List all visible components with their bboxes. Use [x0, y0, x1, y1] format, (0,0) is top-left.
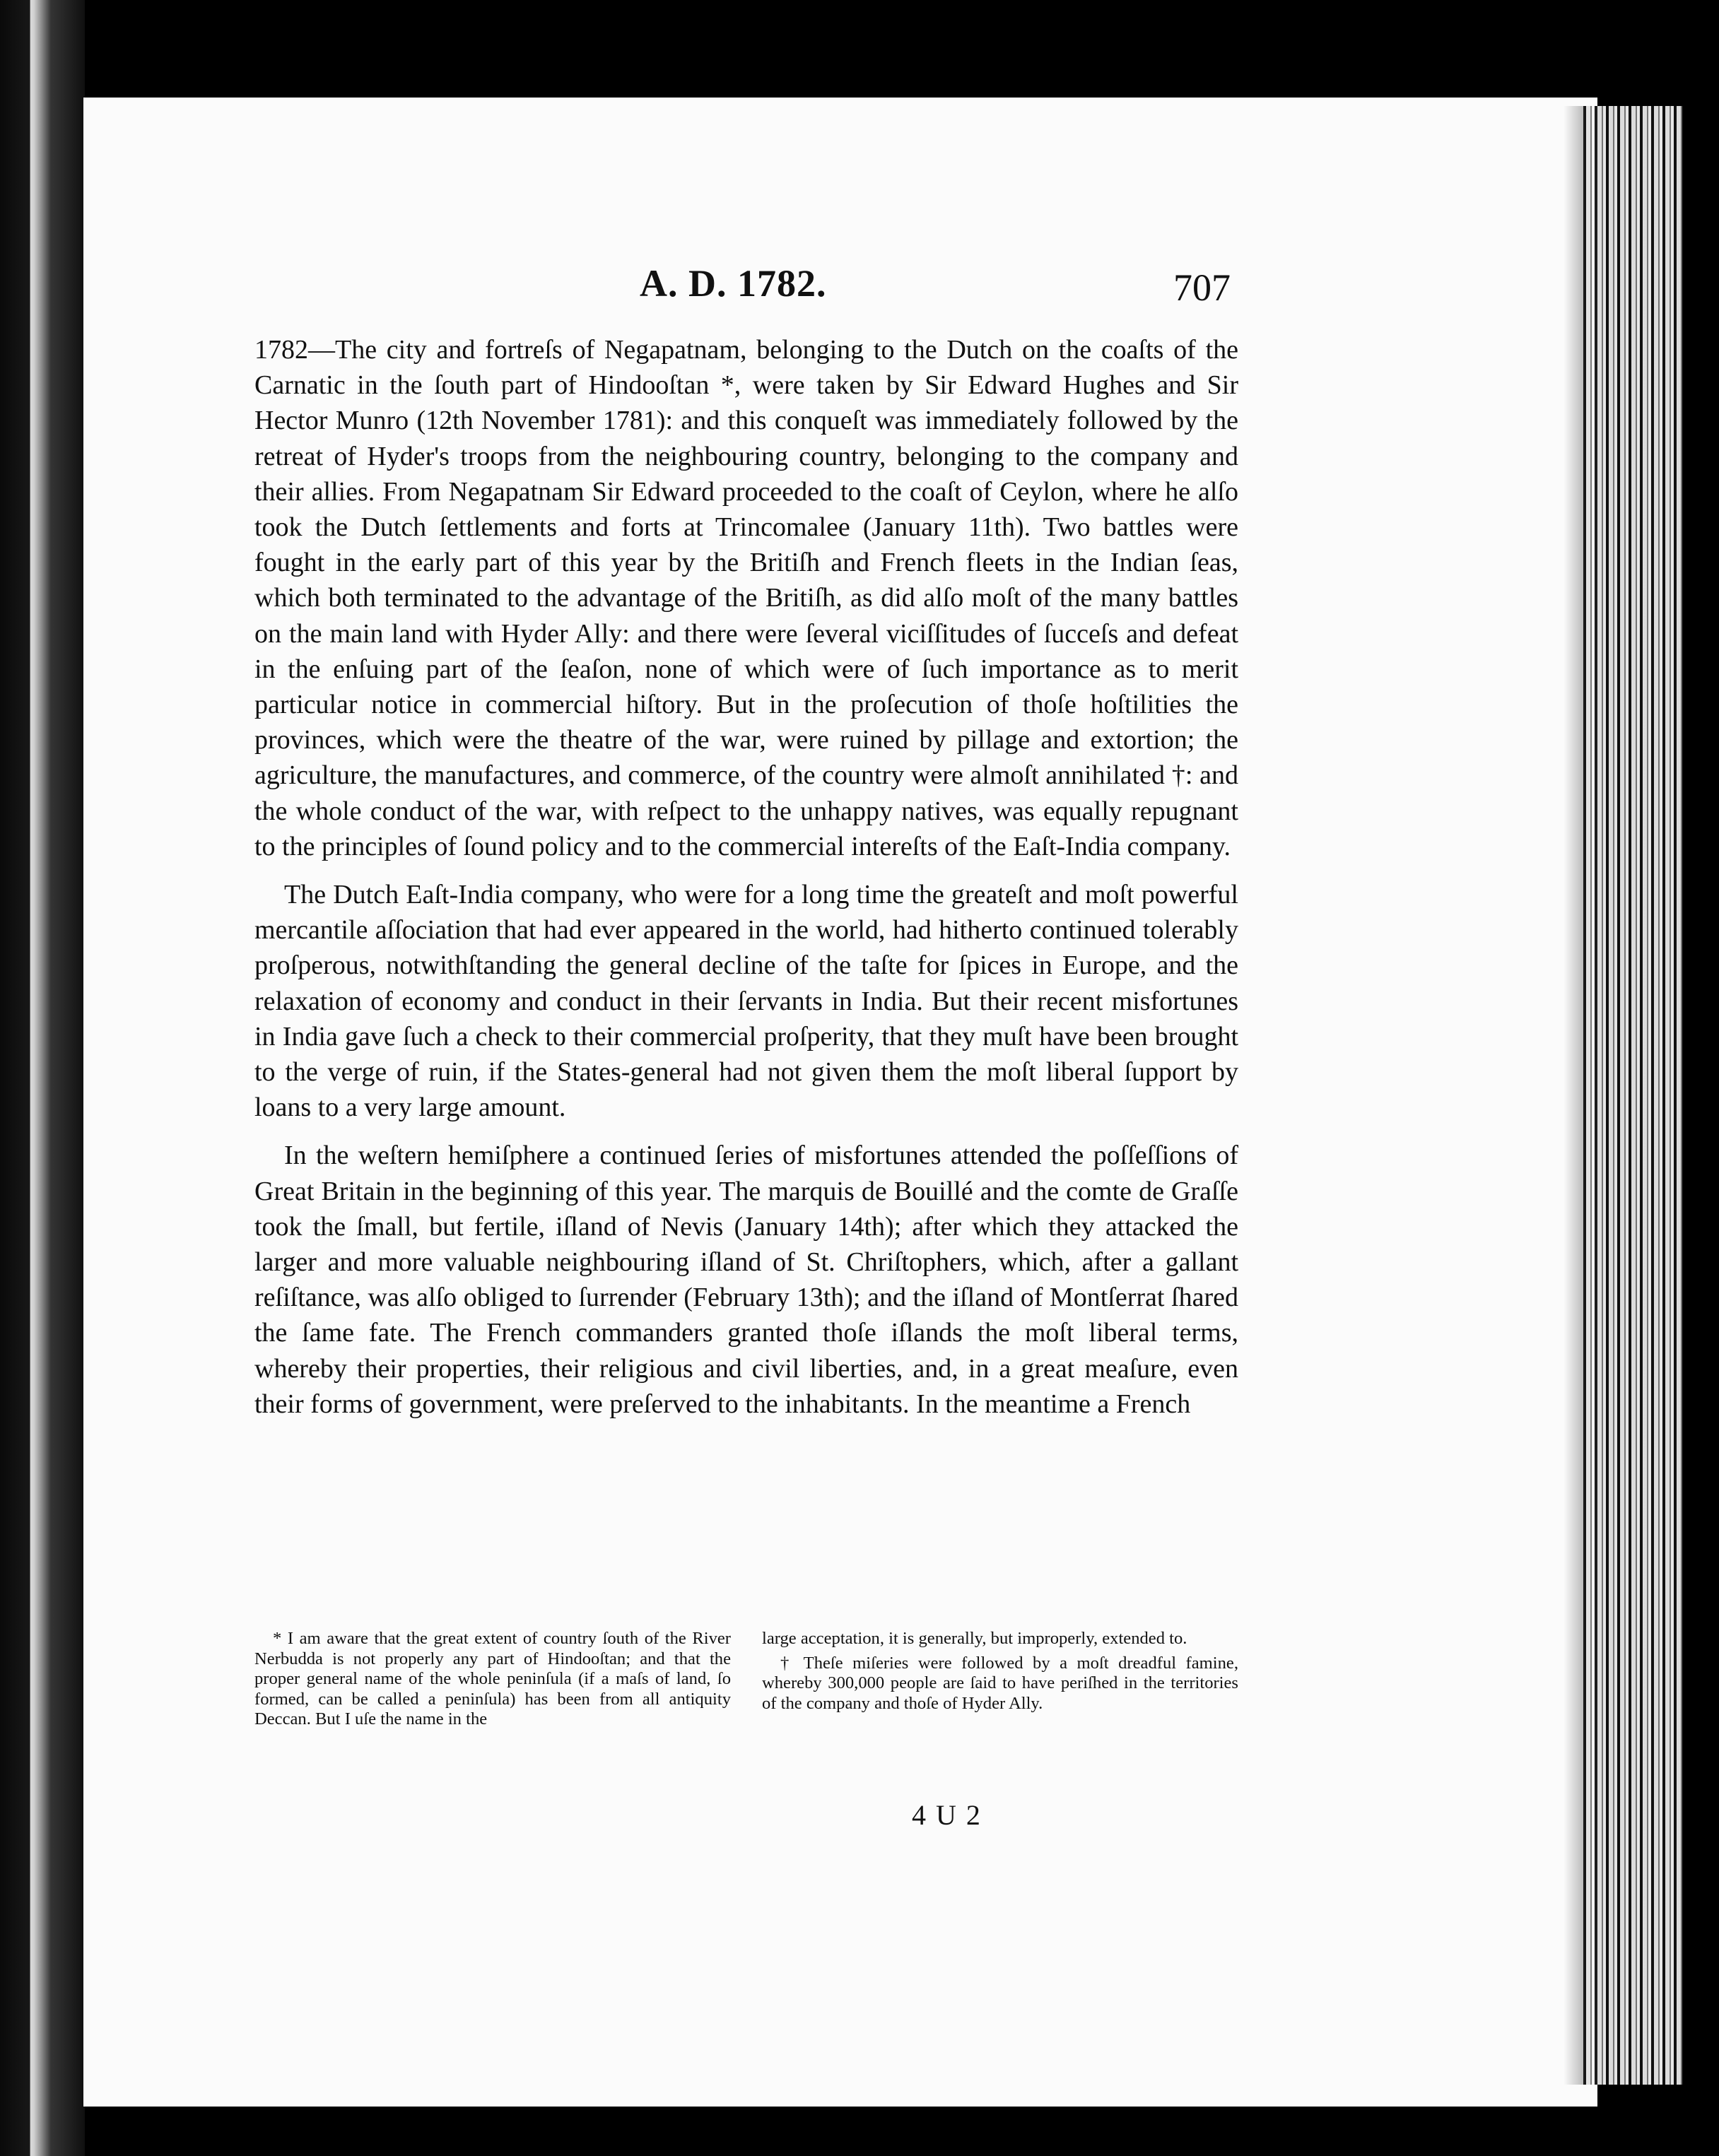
book-page-edges: [1583, 106, 1682, 2085]
paragraph-3: In the weſtern hemiſphere a continued ſeries of misfortunes attended the poſſeſſions of Great Britain in the beginning of this year. The marquis de Bouillé and the comte de Graſſe took the ſmall, but fertile, iſland of Nevis (January 14th); after which they attacked the larger and more valuable neighbouring iſland of St. Chriſtophers, which, after a gallant reſiſtance, was alſo obliged to ſurrender (February 13th); and the iſland of Montſerrat ſhared the ſame fate. The French commanders granted thoſe iſlands the moſt liberal terms, whereby their properties, their religious and civil liberties, and, in a great meaſure, even their forms of government, were preſerved to the inhabitants. In the meantime a French: [254, 1141, 1238, 1419]
paragraph-2: The Dutch Eaſt-India company, who were for a long time the greateſt and moſt powerful mercantile aſſociation that had ever appeared in the world, had hitherto continued tolerably proſperous, notwithſtanding the general decline of the taſte for ſpices in Europe, and the relaxation of economy and conduct in their ſervants in India. But their recent misfortunes in India gave ſuch a check to their commercial proſperity, that they muſt have been brought to the verge of ruin, if the States-general had not given them the moſt liberal ſupport by loans to a very large amount.: [254, 880, 1238, 1123]
footnote-column-right: [762, 1629, 1238, 1734]
page-number: 707: [1173, 266, 1231, 309]
main-text: [254, 332, 1238, 1435]
page-header: [254, 261, 1244, 318]
running-title: A. D. 1782.: [640, 262, 827, 305]
footnote-asterisk-continued: large acceptation, it is generally, but improperly, extended to.: [762, 1629, 1187, 1648]
footnotes: [254, 1629, 1238, 1734]
scan-background-left: [0, 0, 85, 2156]
paragraph-1: 1782—The city and fortreſs of Negapatnam, belonging to the Dutch on the coaſts of the Carnatic in the ſouth part of Hindooſtan *, were taken by Sir Edward Hughes and Sir Hector Munro (12th November 1781): and this conqueſt was immediately followed by the retreat of Hyder's troops from the neighbouring country, belonging to the company and their allies. From Negapatnam Sir Edward proceeded to the coaſt of Ceylon, where he alſo took the Dutch ſettlements and forts at Trincomalee (January 11th). Two battles were fought in the early part of this year by the Britiſh and French fleets in the Indian ſeas, which both terminated to the advantage of the Britiſh, as did alſo moſt of the many battles on the main land with Hyder Ally: and there were ſeveral viciſſitudes of ſucceſs and defeat in the enſuing part of the ſeaſon, none of which were of ſuch importance as to merit particular notice in commercial hiſtory. But in the proſecution of thoſe hoſtilities the provinces, which were the theatre of the war, were ruined by pillage and extortion; the agriculture, the manufactures, and commerce, of the country were almoſt annihilated †: and the whole conduct of the war, with reſpect to the unhappy natives, was equally repugnant to the principles of ſound policy and to the commercial intereſts of the Eaſt-India company.: [254, 335, 1238, 861]
footnote-column-left: [254, 1629, 731, 1734]
footnote-dagger: † Theſe miſeries were followed by a moſt dreadful famine, whereby 300,000 people are ſaid to have periſhed in the territories of the company and thoſe of Hyder Ally.: [762, 1653, 1238, 1713]
printer-signature-mark: 4 U 2: [912, 1799, 982, 1831]
footnote-asterisk: * I am aware that the great extent of country ſouth of the River Nerbudda is not properly any part of Hindooſtan; and that the proper general name of the whole peninſula (if a maſs of land, ſo formed, can be called a peninſula) has been from all antiquity Deccan. But I uſe the name in the: [254, 1629, 731, 1728]
